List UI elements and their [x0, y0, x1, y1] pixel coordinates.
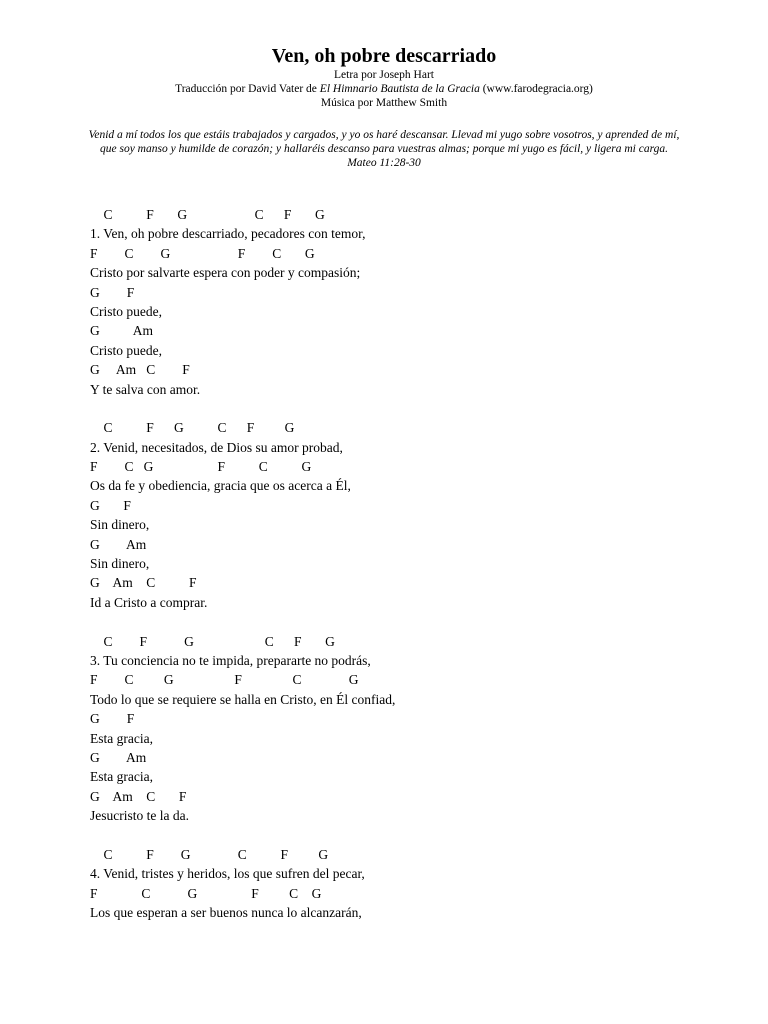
chord-line: G Am C F	[90, 575, 197, 591]
lyric-line: Todo lo que se requiere se halla en Cristo, en Él confiad,	[90, 691, 396, 707]
chord-line: F C G F C G	[90, 245, 315, 261]
chord-line: G F	[90, 284, 135, 300]
chord-line: G Am C F	[90, 362, 190, 378]
translation-credit	[0, 82, 768, 96]
lyric-line: Cristo por salvarte espera con poder y compasión;	[90, 265, 361, 281]
lyric-line: Esta gracia,	[90, 730, 153, 746]
music-credit: Música por Matthew Smith	[320, 97, 448, 109]
song-header	[0, 44, 768, 110]
chord-line: G F	[90, 497, 131, 513]
song-body	[90, 205, 730, 922]
translation-prefix: Traducción por David Vater de	[175, 83, 320, 95]
chord-line: G Am C F	[90, 788, 187, 804]
chord-line: C F G C F G	[90, 633, 335, 649]
scripture-reference: Mateo 11:28-30	[347, 157, 421, 169]
lyric-line: Cristo puede,	[90, 342, 162, 358]
chord-line: G Am	[90, 536, 147, 552]
lyric-line: Los que esperan a ser buenos nunca lo alcanzarán,	[90, 905, 362, 921]
lyric-line: Id a Cristo a comprar.	[90, 594, 208, 610]
lyric-line: Os da fe y obediencia, gracia que os acerca a Él,	[90, 478, 351, 494]
chord-line: F C G F C G	[90, 885, 322, 901]
chord-line: F C G F C G	[90, 459, 312, 475]
lyric-line: Sin dinero,	[90, 517, 150, 533]
chord-line: C F G C F G	[90, 420, 295, 436]
lyric-line: Y te salva con amor.	[90, 381, 201, 397]
lyric-line: 2. Venid, necesitados, de Dios su amor probad,	[90, 439, 343, 455]
chord-line: G Am	[90, 323, 154, 339]
chord-line: C F G C F G	[90, 846, 329, 862]
verse-3	[90, 632, 730, 826]
scripture-text: Venid a mí todos los que estáis trabajados y cargados, y yo os haré descansar. Llevad mi yugo sobre vosotros, y aprended de mí, que soy manso y humilde de corazón; y hallaréis descanso para vuestras almas; porque mi yugo es fácil, y ligera mi carga.	[88, 129, 680, 155]
verse-spacer	[90, 399, 730, 418]
verse-spacer	[90, 826, 730, 845]
song-title: Ven, oh pobre descarriado	[271, 45, 497, 67]
chord-line: G F	[90, 711, 135, 727]
verse-1	[90, 205, 730, 399]
chord-line: C F G C F G	[90, 207, 325, 222]
lyric-line: Sin dinero,	[90, 556, 150, 572]
hymnal-name: El Himnario Bautista de la Gracia	[319, 83, 480, 95]
lyric-line: 4. Venid, tristes y heridos, los que sufren del pecar,	[90, 866, 365, 882]
lyric-line: Esta gracia,	[90, 769, 153, 785]
lyric-line: Cristo puede,	[90, 303, 162, 319]
translation-suffix: (www.farodegracia.org)	[479, 83, 593, 95]
verse-2	[90, 418, 730, 612]
lyric-line: 1. Ven, oh pobre descarriado, pecadores con temor,	[90, 226, 366, 242]
verse-spacer	[90, 612, 730, 631]
verse-4	[90, 845, 730, 923]
lyric-line: 3. Tu conciencia no te impida, prepararte no podrás,	[90, 652, 371, 668]
lyric-line: Jesucristo te la da.	[90, 808, 189, 824]
scripture-quote	[88, 128, 680, 170]
chord-line: F C G F C G	[90, 672, 359, 688]
lyrics-credit: Letra por Joseph Hart	[334, 69, 434, 81]
chord-line: G Am	[90, 749, 147, 765]
